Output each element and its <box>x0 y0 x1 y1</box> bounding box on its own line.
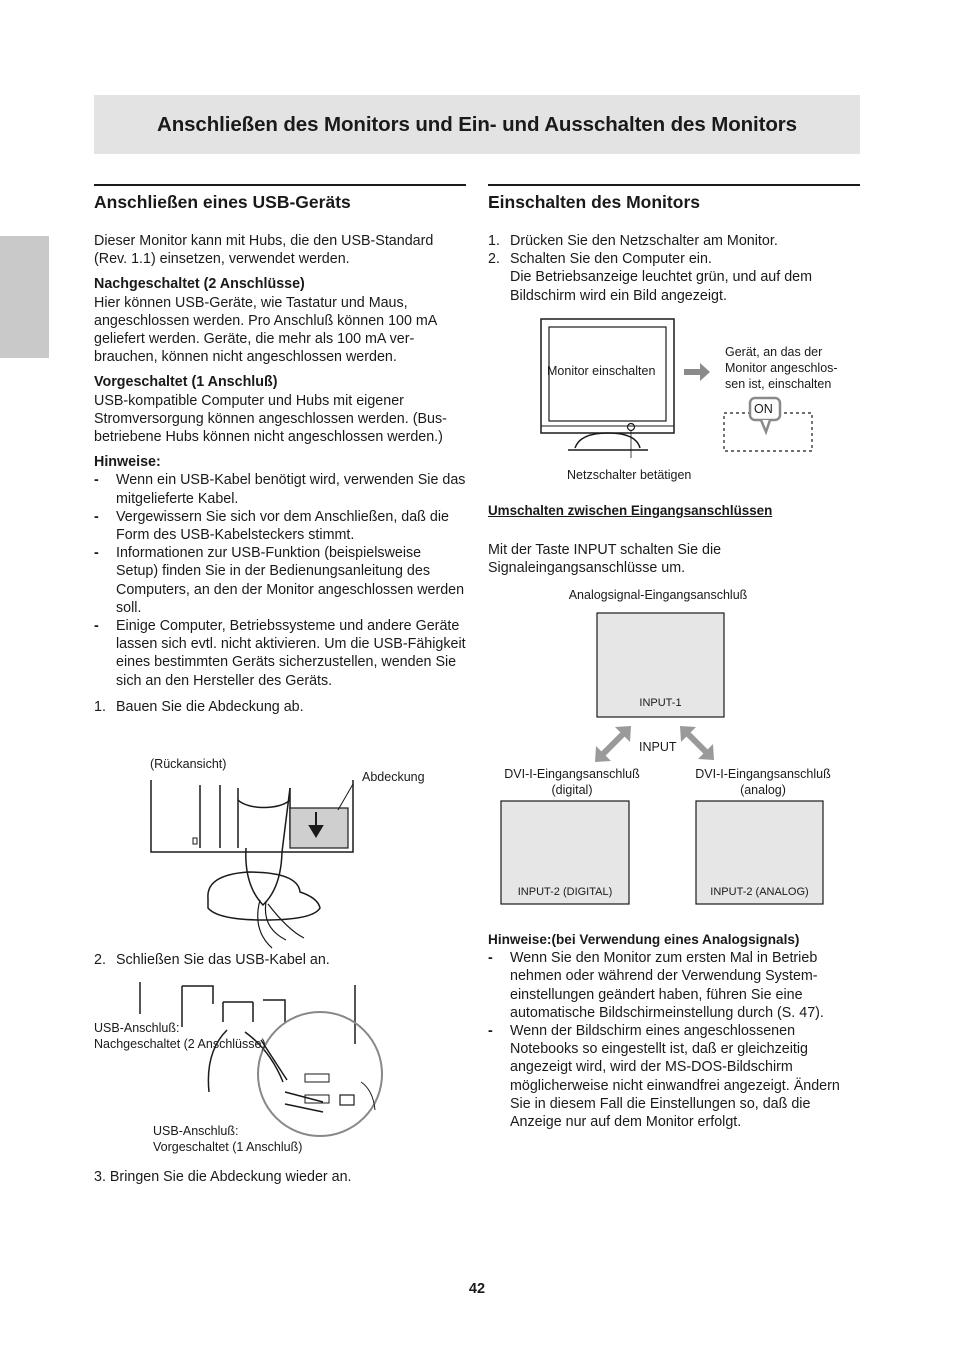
dvi-digital-title-1: DVI-I-Eingangsanschluß <box>504 767 640 781</box>
upstream-text: USB-kompatible Computer und Hubs mit eigener Stromversorgung können angeschlossen werden. (Bus-betriebene Hubs können nicht angeschlossen werden.) <box>94 392 447 446</box>
fig-device-label-3: sen ist, einschalten <box>725 377 832 391</box>
list-item: - Wenn ein USB-Kabel benötigt wird, verwenden Sie das mitgelieferte Kabel. <box>94 471 466 507</box>
step-1 <box>94 698 466 716</box>
step-text: Schalten Sie den Computer ein. <box>510 251 712 268</box>
list-item: - Wenn Sie den Monitor zum ersten Mal in Betrieb nehmen oder während der Verwendung System-einstellungen geändert haben, führen Sie eine automatische Bildschirmeinstellung durch (S. 47). <box>488 949 860 1022</box>
list-item: - Vergewissern Sie sich vor dem Anschließen, daß die Form des USB-Kabelsteckers stimmt. <box>94 508 466 544</box>
section-rule <box>488 184 860 186</box>
analog-notes <box>488 931 860 1131</box>
step-text: Bauen Sie die Abdeckung ab. <box>116 698 304 715</box>
step-text: Schließen Sie das USB-Kabel an. <box>116 952 330 968</box>
section-heading-power: Einschalten des Monitors <box>488 192 700 212</box>
step-detail-text: Die Betriebsanzeige leuchtet grün, und auf dem Bildschirm wird ein Bild angezeigt. <box>510 269 813 304</box>
fig-power-label: Netzschalter betätigen <box>567 468 692 482</box>
list-item: - Informationen zur USB-Funktion (beispielsweise Setup) finden Sie in der Bedienungsanleitung des Computers, an den der Monitor angeschlossen werden soll. <box>94 544 466 617</box>
step-number: 1. <box>488 233 500 249</box>
upstream-title: Vorgeschaltet (1 Anschluß) <box>94 374 278 391</box>
notes-list <box>94 471 466 689</box>
fig-rear-label: (Rückansicht) <box>150 757 227 771</box>
section-heading-usb: Anschließen eines USB-Geräts <box>94 192 351 212</box>
step-number: 2. <box>94 952 106 968</box>
fig-usb-ports <box>135 982 385 1142</box>
fig-on-label: ON <box>754 402 773 416</box>
step-2 <box>94 951 466 969</box>
fig-monitor-label: Monitor einschalten <box>547 364 656 378</box>
step-detail <box>488 268 860 304</box>
intro-text: Dieser Monitor kann mit Hubs, die den USB-Standard (Rev. 1.1) einsetzen, verwendet werden. <box>94 233 434 268</box>
page-number: 42 <box>468 1281 486 1297</box>
fig-upstream-label-1: USB-Anschluß: <box>153 1124 239 1138</box>
page-title: Anschließen des Monitors und Ein- und Ausschalten des Monitors <box>157 112 797 136</box>
notes-title: Hinweise: <box>94 454 161 471</box>
analog-title: Analogsignal-Eingangsanschluß <box>568 588 748 602</box>
input1-label: INPUT-1 <box>639 697 682 709</box>
input-button-label: INPUT <box>639 740 677 754</box>
switch-text: Mit der Taste INPUT schalten Sie die Signaleingangsanschlüsse um. <box>488 542 722 577</box>
fig-device-label-2: Monitor angeschlos- <box>725 361 838 375</box>
dvi-digital-title <box>492 767 652 798</box>
section-rule <box>94 184 466 186</box>
analog-notes-list <box>488 949 860 1131</box>
downstream-text: Hier können USB-Geräte, wie Tastatur und Maus, angeschlossen werden. Pro Anschluß können 100 mA geliefert werden. Geräte, die mehr als 100 mA ver-brauchen, können nicht angeschlossen werden. <box>94 294 437 366</box>
fig-device-label-1: Gerät, an das der <box>725 345 823 359</box>
switch-heading <box>488 502 860 520</box>
dvi-analog-title <box>683 767 843 798</box>
input2-analog-label: INPUT-2 (ANALOG) <box>710 886 809 898</box>
list-item <box>488 250 860 268</box>
fig-cover-label: Abdeckung <box>362 770 425 784</box>
list-item: - Wenn der Bildschirm eines angeschlossenen Notebooks so eingestellt ist, daß er gleichzeitig angezeigt wird, wird der MS-DOS-Bildschirm möglicherweise nicht einwandfrei angezeigt. Ändern Sie in diesem Fall die Einstellungen so, daß die Anzeige nur auf dem Monitor erfolgt. <box>488 1022 860 1131</box>
input2-digital-label: INPUT-2 (DIGITAL) <box>517 886 613 898</box>
step-number: 1. <box>94 698 106 715</box>
dvi-analog-title-2: (analog) <box>740 782 786 797</box>
analog-notes-title: Hinweise:(bei Verwendung eines Analogsignals) <box>488 932 800 947</box>
downstream-title: Nachgeschaltet (2 Anschlüsse) <box>94 276 305 293</box>
list-item: - Einige Computer, Betriebssysteme und andere Geräte lassen sich evtl. nicht aktivieren. Um die USB-Fähigkeit eines bestimmten Geräts sicherzustellen, wenden Sie sich an den Hersteller des Geräts. <box>94 617 466 690</box>
side-tab <box>0 236 49 358</box>
power-steps <box>488 232 860 305</box>
step-number: 2. <box>488 251 500 268</box>
left-column <box>94 184 466 716</box>
switch-heading-text: Umschalten zwischen Eingangsanschlüssen <box>488 503 773 518</box>
list-item <box>488 232 860 250</box>
fig-input-switch <box>490 612 840 907</box>
page-title-bar <box>94 95 860 154</box>
fig-cover-removal <box>148 780 358 952</box>
fig-upstream-label-2: Vorgeschaltet (1 Anschluß) <box>153 1140 303 1154</box>
step-text: Drücken Sie den Netzschalter am Monitor. <box>510 233 778 249</box>
dvi-digital-title-2: (digital) <box>551 782 593 797</box>
step-3: 3. Bringen Sie die Abdeckung wieder an. <box>94 1169 352 1185</box>
dvi-analog-title-1: DVI-I-Eingangsanschluß <box>695 767 831 781</box>
right-column <box>488 184 860 305</box>
fig-downstream-label-1: USB-Anschluß: <box>94 1021 180 1035</box>
fig-downstream-label-2: Nachgeschaltet (2 Anschlüsse) <box>94 1037 266 1051</box>
